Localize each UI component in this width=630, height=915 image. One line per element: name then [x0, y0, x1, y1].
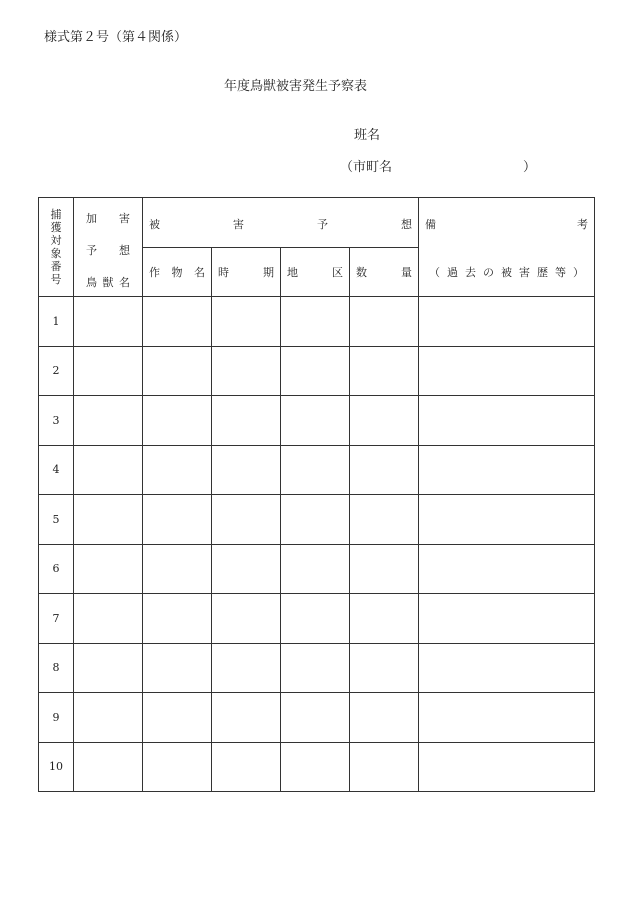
period-char: 期 [263, 266, 274, 279]
animal-cell[interactable] [74, 544, 143, 594]
period-cell[interactable] [212, 594, 281, 644]
table-row [39, 643, 595, 693]
damage-char: 予 [317, 218, 328, 231]
area-cell[interactable] [281, 495, 350, 545]
quantity-cell[interactable] [350, 346, 419, 396]
period-cell[interactable] [212, 643, 281, 693]
damage-char: 想 [401, 218, 412, 231]
damage-forecast-header [143, 198, 419, 248]
crop-cell[interactable] [143, 742, 212, 792]
period-cell[interactable] [212, 396, 281, 446]
animal-cell[interactable] [74, 693, 143, 743]
animal-char: 害 [119, 212, 130, 225]
area-char: 区 [332, 266, 343, 279]
animal-char: 名 [119, 276, 130, 289]
area-cell[interactable] [281, 693, 350, 743]
quantity-cell[interactable] [350, 594, 419, 644]
crop-cell[interactable] [143, 346, 212, 396]
notes-cell[interactable] [419, 445, 595, 495]
notes-cell[interactable] [419, 346, 595, 396]
period-cell[interactable] [212, 495, 281, 545]
period-cell[interactable] [212, 445, 281, 495]
form-code: 様式第２号（第４関係） [44, 30, 188, 45]
municipality-line [340, 156, 540, 175]
forecast-table [38, 197, 595, 792]
capture-number-char: 対 [50, 234, 62, 247]
quantity-header [350, 248, 419, 297]
notes-sub-label [419, 264, 594, 280]
row-number: 1 [39, 297, 74, 347]
period-cell[interactable] [212, 346, 281, 396]
municipality-close: ） [522, 160, 536, 175]
notes-char: 考 [577, 218, 588, 231]
animal-cell[interactable] [74, 594, 143, 644]
crop-cell[interactable] [143, 396, 212, 446]
quantity-cell[interactable] [350, 495, 419, 545]
table-row [39, 396, 595, 446]
quantity-cell[interactable] [350, 643, 419, 693]
row-number: 10 [39, 742, 74, 792]
notes-sub-char: 歴 [537, 266, 548, 279]
quantity-cell[interactable] [350, 297, 419, 347]
period-cell[interactable] [212, 693, 281, 743]
notes-sub-char: 去 [465, 266, 476, 279]
table-row [39, 693, 595, 743]
area-cell[interactable] [281, 346, 350, 396]
area-cell[interactable] [281, 643, 350, 693]
notes-cell[interactable] [419, 396, 595, 446]
animal-cell[interactable] [74, 445, 143, 495]
table-row [39, 297, 595, 347]
area-label [281, 264, 349, 280]
notes-sub-char: 等 [555, 266, 566, 279]
notes-sub-char: 過 [447, 266, 458, 279]
table-row [39, 346, 595, 396]
animal-header [74, 198, 143, 297]
area-cell[interactable] [281, 544, 350, 594]
animal-cell[interactable] [74, 297, 143, 347]
notes-sub-char: 被 [501, 266, 512, 279]
area-cell[interactable] [281, 396, 350, 446]
capture-number-char: 捕 [50, 208, 62, 221]
damage-forecast-label [143, 216, 418, 232]
crop-char: 物 [171, 266, 183, 279]
crop-char: 作 [149, 266, 160, 279]
notes-cell[interactable] [419, 594, 595, 644]
notes-cell[interactable] [419, 495, 595, 545]
crop-char: 名 [194, 266, 205, 279]
period-label [212, 264, 280, 280]
animal-char: 想 [119, 244, 130, 257]
table-row [39, 544, 595, 594]
crop-cell[interactable] [143, 643, 212, 693]
quantity-char: 数 [356, 266, 367, 279]
capture-number-char: 獲 [50, 221, 62, 234]
animal-char: 加 [86, 212, 97, 225]
animal-cell[interactable] [74, 742, 143, 792]
table-row [39, 445, 595, 495]
area-cell[interactable] [281, 297, 350, 347]
period-cell[interactable] [212, 297, 281, 347]
animal-char: 予 [86, 244, 97, 257]
animal-header-row1 [80, 210, 136, 226]
crop-cell[interactable] [143, 495, 212, 545]
table-row [39, 742, 595, 792]
crop-label [143, 264, 211, 280]
capture-number-char: 号 [50, 273, 62, 286]
crop-cell[interactable] [143, 544, 212, 594]
row-number: 7 [39, 594, 74, 644]
animal-header-row3 [80, 274, 136, 290]
quantity-char: 量 [401, 266, 412, 279]
animal-cell[interactable] [74, 643, 143, 693]
notes-header [419, 198, 595, 297]
animal-header-row2 [80, 242, 136, 258]
notes-label [419, 216, 594, 232]
capture-number-chars [39, 208, 73, 286]
notes-char: 備 [425, 218, 436, 231]
row-number: 2 [39, 346, 74, 396]
quantity-cell[interactable] [350, 396, 419, 446]
row-number: 5 [39, 495, 74, 545]
notes-cell[interactable] [419, 742, 595, 792]
crop-header [143, 248, 212, 297]
quantity-cell[interactable] [350, 742, 419, 792]
table-row [39, 594, 595, 644]
crop-cell[interactable] [143, 445, 212, 495]
notes-cell[interactable] [419, 643, 595, 693]
area-header [281, 248, 350, 297]
row-number: 3 [39, 396, 74, 446]
period-char: 時 [218, 266, 229, 279]
row-number: 4 [39, 445, 74, 495]
document-title: 年度鳥獣被害発生予察表 [224, 79, 368, 94]
animal-char: 鳥 [86, 276, 97, 289]
quantity-cell[interactable] [350, 445, 419, 495]
notes-sub-char: （ [429, 266, 440, 279]
group-name-label: 班名 [354, 128, 381, 143]
crop-cell[interactable] [143, 297, 212, 347]
damage-char: 被 [149, 218, 160, 231]
animal-cell[interactable] [74, 396, 143, 446]
area-cell[interactable] [281, 742, 350, 792]
quantity-label [350, 264, 418, 280]
capture-number-header [39, 198, 74, 297]
quantity-cell[interactable] [350, 693, 419, 743]
notes-cell[interactable] [419, 297, 595, 347]
area-char: 地 [287, 266, 298, 279]
capture-number-char: 番 [50, 260, 62, 273]
notes-cell[interactable] [419, 544, 595, 594]
notes-sub-char: 害 [519, 266, 530, 279]
animal-cell[interactable] [74, 495, 143, 545]
area-cell[interactable] [281, 594, 350, 644]
notes-sub-char: の [483, 266, 494, 279]
notes-cell[interactable] [419, 693, 595, 743]
crop-cell[interactable] [143, 693, 212, 743]
period-cell[interactable] [212, 544, 281, 594]
area-cell[interactable] [281, 445, 350, 495]
animal-cell[interactable] [74, 346, 143, 396]
row-number: 9 [39, 693, 74, 743]
damage-char: 害 [233, 218, 244, 231]
crop-cell[interactable] [143, 594, 212, 644]
notes-sub-char: ） [573, 266, 584, 279]
animal-char: 獣 [102, 276, 114, 289]
quantity-cell[interactable] [350, 544, 419, 594]
municipality-label: （市町名 [340, 160, 393, 175]
table-row [39, 495, 595, 545]
period-cell[interactable] [212, 742, 281, 792]
row-number: 8 [39, 643, 74, 693]
row-number: 6 [39, 544, 74, 594]
period-header [212, 248, 281, 297]
capture-number-char: 象 [50, 247, 62, 260]
